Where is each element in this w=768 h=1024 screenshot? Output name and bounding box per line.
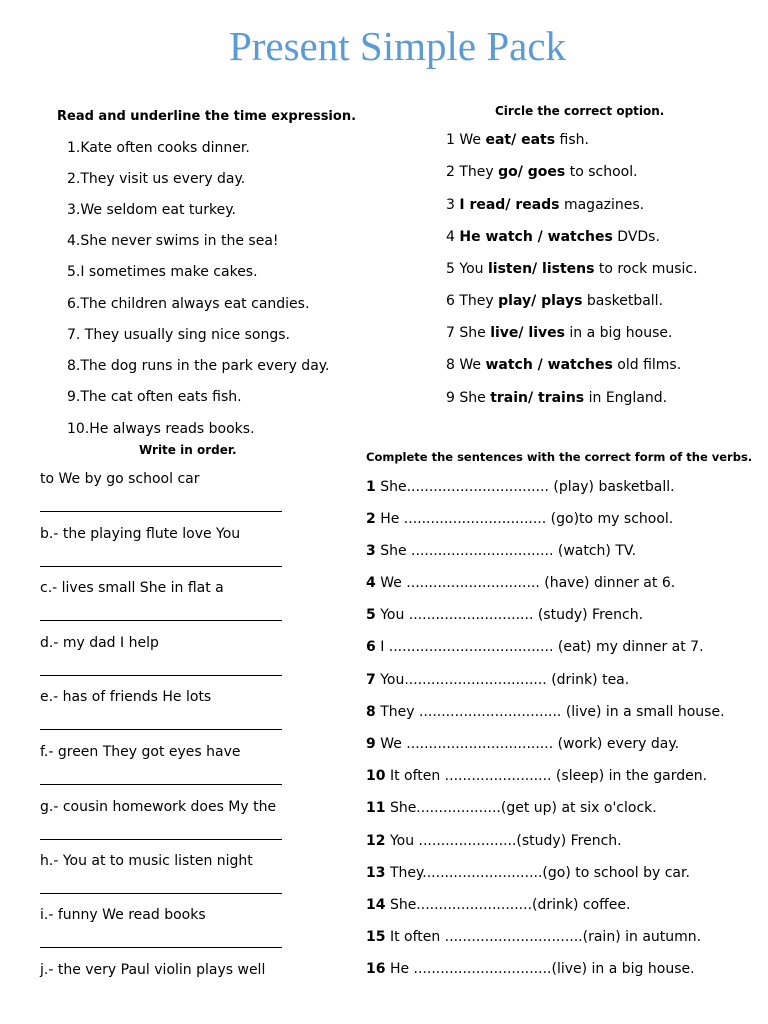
item-post: fish. [559, 132, 589, 148]
item-options: He watch / watches [459, 229, 613, 245]
list-item [366, 607, 643, 623]
list-item [366, 575, 675, 591]
item-number: 5 [366, 607, 376, 623]
item-pre: We [459, 132, 482, 148]
section1-heading: Read and underline the time expression. [57, 109, 357, 124]
item-number: 8 [366, 704, 376, 720]
list-item [366, 800, 657, 816]
item-text: He ...............................(live) in a big house. [389, 961, 695, 977]
answer-line[interactable] [40, 511, 282, 512]
list-item [446, 164, 638, 180]
list-item [446, 357, 681, 373]
item-options: listen/ listens [487, 261, 595, 277]
answer-line[interactable] [40, 839, 282, 840]
section3-heading: Write in order. [139, 443, 237, 457]
item-pre: They [459, 164, 494, 180]
list-item [366, 479, 675, 495]
list-item: 3.We seldom eat turkey. [67, 202, 236, 218]
item-post: to rock music. [598, 261, 698, 277]
list-item: 9.The cat often eats fish. [67, 389, 242, 405]
list-item [366, 833, 622, 849]
list-item [446, 293, 663, 309]
item-text: It often ...............................(rain) in autumn. [389, 929, 702, 945]
item-pre: We [459, 357, 482, 373]
item-number: 7 [446, 325, 455, 341]
item-post: old films. [617, 357, 682, 373]
list-item [366, 897, 631, 913]
item-post: to school. [569, 164, 638, 180]
item-post: in a big house. [569, 325, 673, 341]
list-item: 7. They usually sing nice songs. [67, 327, 290, 343]
list-item: 1.Kate often cooks dinner. [67, 140, 250, 156]
list-item: c.- lives small She in flat a [40, 580, 224, 596]
list-item: 5.I sometimes make cakes. [67, 264, 258, 280]
answer-line[interactable] [40, 784, 282, 785]
item-options: go/ goes [498, 164, 566, 180]
item-text: She ................................ (watch) TV. [380, 543, 637, 559]
list-item [446, 197, 644, 213]
item-text: We .............................. (have) dinner at 6. [380, 575, 676, 591]
item-number: 12 [366, 833, 386, 849]
item-text: You ......................(study) French. [389, 833, 622, 849]
item-number: 4 [366, 575, 376, 591]
list-item: g.- cousin homework does My the [40, 799, 277, 815]
item-pre: She [459, 390, 486, 406]
item-number: 10 [366, 768, 386, 784]
list-item [366, 639, 704, 655]
item-number: 3 [446, 197, 455, 213]
item-text: She..........................(drink) coffee. [389, 897, 631, 913]
item-options: I read/ reads [459, 197, 560, 213]
answer-line[interactable] [40, 566, 282, 567]
answer-line[interactable] [40, 947, 282, 948]
item-text: We ................................. (work) every day. [380, 736, 680, 752]
item-text: She................................ (play) basketball. [380, 479, 675, 495]
list-item [366, 672, 629, 688]
item-pre: They [459, 293, 494, 309]
item-post: magazines. [563, 197, 645, 213]
list-item: f.- green They got eyes have [40, 744, 241, 760]
list-item [446, 390, 667, 406]
item-options: eat/ eats [485, 132, 556, 148]
answer-line[interactable] [40, 893, 282, 894]
list-item: to We by go school car [40, 471, 200, 487]
item-number: 14 [366, 897, 386, 913]
answer-line[interactable] [40, 729, 282, 730]
list-item: i.- funny We read books [40, 907, 206, 923]
item-text: They...........................(go) to school by car. [389, 865, 690, 881]
item-text: I ..................................... (eat) my dinner at 7. [380, 639, 704, 655]
item-post: DVDs. [617, 229, 660, 245]
item-number: 4 [446, 229, 455, 245]
list-item: d.- my dad I help [40, 635, 159, 651]
item-options: watch / watches [485, 357, 613, 373]
item-text: It often ........................ (sleep) in the garden. [389, 768, 708, 784]
list-item [366, 704, 725, 720]
item-number: 7 [366, 672, 376, 688]
list-item [366, 736, 679, 752]
item-number: 6 [366, 639, 376, 655]
item-number: 5 [446, 261, 455, 277]
item-options: play/ plays [498, 293, 583, 309]
list-item: 4.She never swims in the sea! [67, 233, 279, 249]
item-number: 2 [366, 511, 376, 527]
list-item: 6.The children always eat candies. [67, 296, 310, 312]
item-number: 1 [366, 479, 376, 495]
item-post: basketball. [586, 293, 664, 309]
item-text: You ............................ (study) French. [380, 607, 644, 623]
list-item [366, 929, 701, 945]
item-number: 11 [366, 800, 386, 816]
item-pre: She [459, 325, 486, 341]
answer-line[interactable] [40, 620, 282, 621]
answer-line[interactable] [40, 675, 282, 676]
item-text: They ................................ (live) in a small house. [380, 704, 725, 720]
list-item: 8.The dog runs in the park every day. [67, 358, 330, 374]
item-pre: You [459, 261, 484, 277]
list-item [366, 768, 707, 784]
list-item [446, 261, 698, 277]
list-item: h.- You at to music listen night [40, 853, 253, 869]
item-number: 8 [446, 357, 455, 373]
section2-heading: Circle the correct option. [495, 104, 665, 118]
item-number: 13 [366, 865, 386, 881]
item-number: 9 [446, 390, 455, 406]
item-number: 16 [366, 961, 386, 977]
item-text: She...................(get up) at six o'clock. [389, 800, 657, 816]
page-title: Present Simple Pack [228, 23, 567, 69]
section4-heading: Complete the sentences with the correct form of the verbs. [366, 450, 753, 464]
item-text: He ................................ (go)to my school. [380, 511, 674, 527]
list-item [446, 132, 589, 148]
list-item [366, 543, 636, 559]
list-item [446, 229, 660, 245]
list-item: 10.He always reads books. [67, 421, 255, 437]
item-post: in England. [588, 390, 668, 406]
list-item: e.- has of friends He lots [40, 689, 212, 705]
list-item [446, 325, 672, 341]
list-item [366, 961, 695, 977]
list-item [366, 865, 690, 881]
item-number: 1 [446, 132, 455, 148]
list-item: j.- the very Paul violin plays well [40, 962, 266, 978]
list-item: b.- the playing flute love You [40, 526, 241, 542]
item-number: 15 [366, 929, 386, 945]
item-text: You................................ (drink) tea. [380, 672, 630, 688]
item-options: live/ lives [490, 325, 565, 341]
list-item: 2.They visit us every day. [67, 171, 246, 187]
list-item [366, 511, 673, 527]
item-number: 2 [446, 164, 455, 180]
item-options: train/ trains [490, 390, 585, 406]
item-number: 6 [446, 293, 455, 309]
item-number: 3 [366, 543, 376, 559]
item-number: 9 [366, 736, 376, 752]
